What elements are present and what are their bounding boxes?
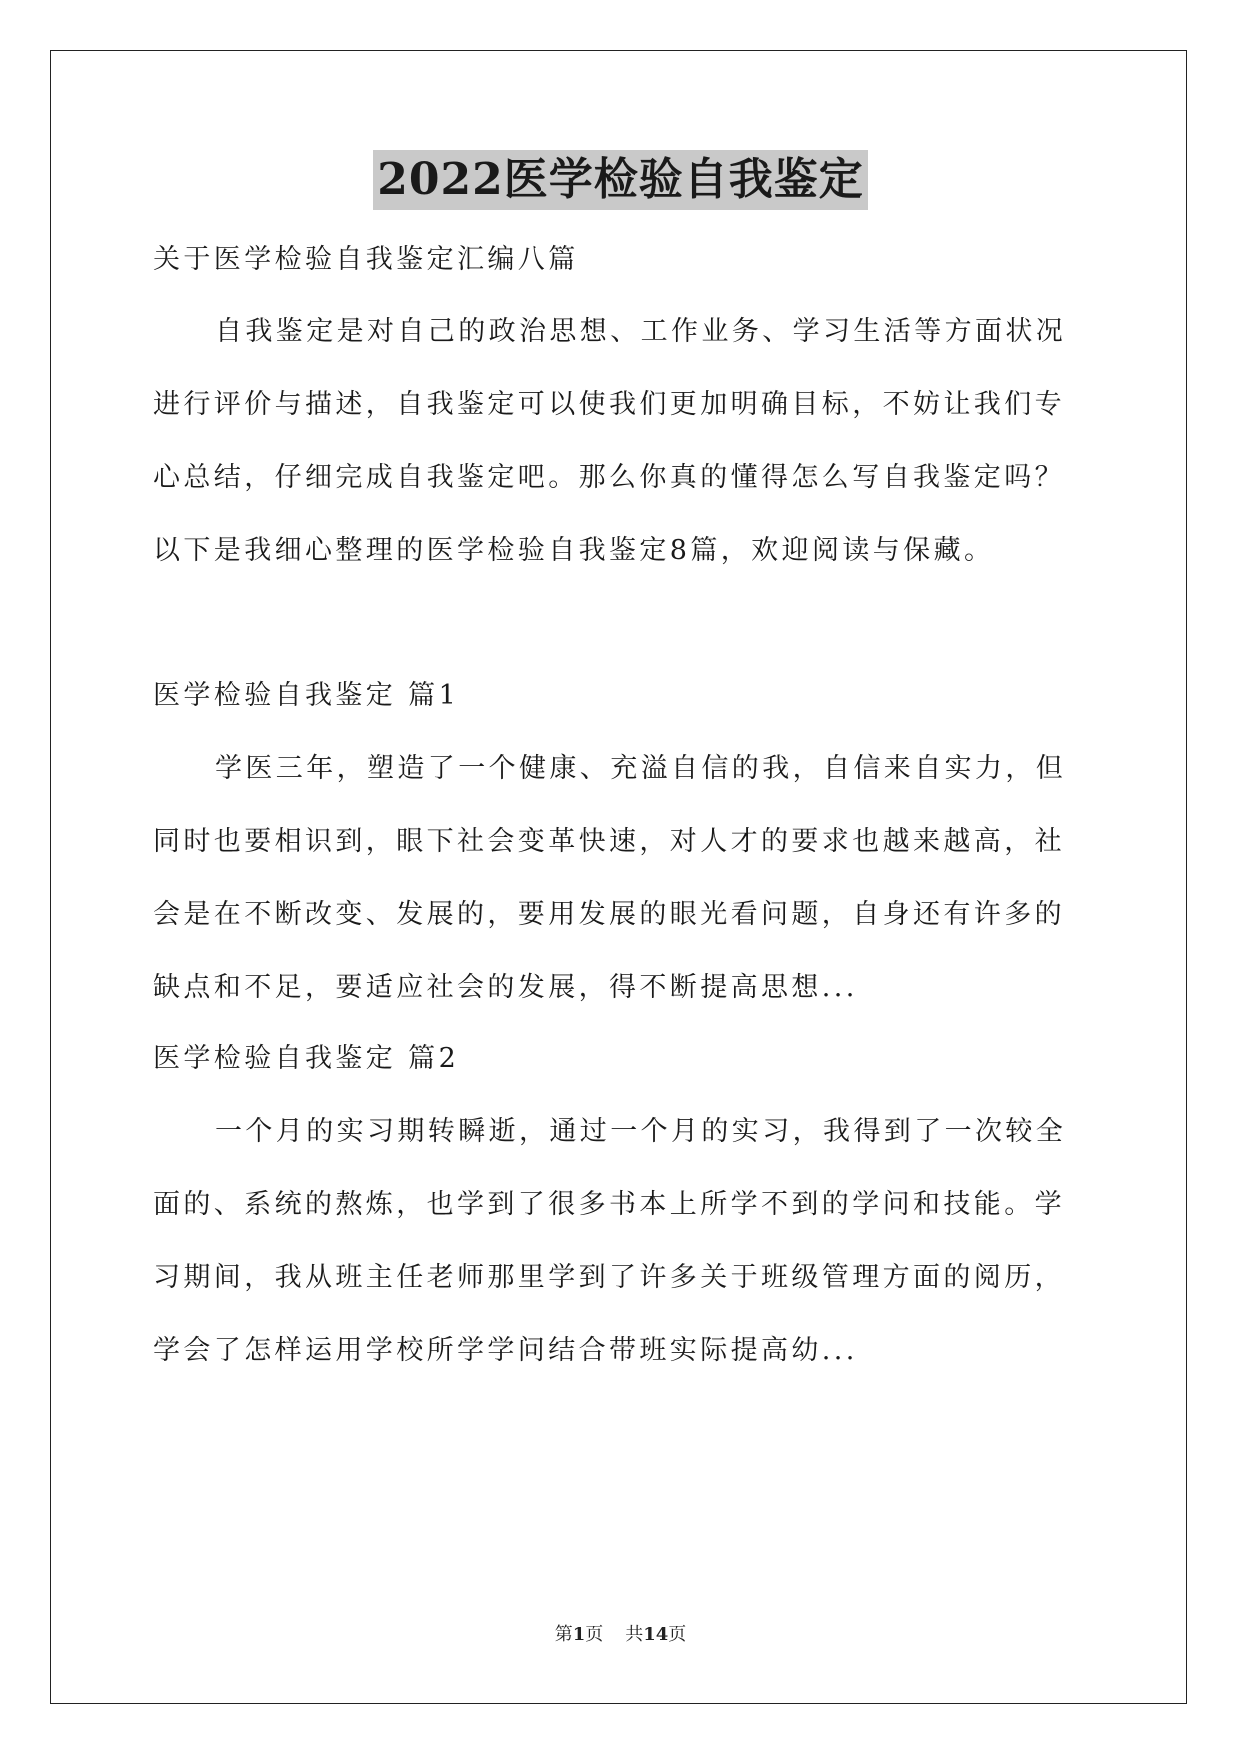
section-line: 学医三年，塑造了一个健康、充溢自信的我，自信来自实力，但 [215, 753, 1067, 784]
total-pages: 14 [643, 1624, 669, 1645]
total-suffix: 页 [668, 1624, 687, 1645]
page-footer [0, 1622, 1241, 1648]
intro-line: 以下是我细心整理的医学检验自我鉴定8篇，欢迎阅读与保藏。 [153, 535, 995, 566]
document-subtitle: 关于医学检验自我鉴定汇编八篇 [153, 244, 579, 275]
page-number: 1 [572, 1624, 586, 1645]
total-prefix: 共 [625, 1624, 644, 1645]
title-container [0, 150, 1241, 210]
page-suffix: 页 [585, 1624, 604, 1645]
section-heading: 医学检验自我鉴定 篇1 [153, 680, 460, 711]
section-line: 同时也要相识到，眼下社会变革快速，对人才的要求也越来越高，社 [153, 826, 1065, 857]
intro-line: 心总结，仔细完成自我鉴定吧。那么你真的懂得怎么写自我鉴定吗？ [153, 462, 1065, 493]
section-line: 面的、系统的熬炼，也学到了很多书本上所学不到的学问和技能。学 [153, 1189, 1065, 1220]
section-heading: 医学检验自我鉴定 篇2 [153, 1043, 460, 1074]
section-line: 会是在不断改变、发展的，要用发展的眼光看问题，自身还有许多的 [153, 899, 1065, 930]
intro-line: 自我鉴定是对自己的政治思想、工作业务、学习生活等方面状况 [215, 316, 1067, 347]
document-title: 2022医学检验自我鉴定 [373, 150, 867, 210]
intro-line: 进行评价与描述，自我鉴定可以使我们更加明确目标，不妨让我们专 [153, 389, 1065, 420]
section-line: 一个月的实习期转瞬逝，通过一个月的实习，我得到了一次较全 [215, 1116, 1067, 1147]
section-line: 缺点和不足，要适应社会的发展，得不断提高思想... [153, 972, 858, 1003]
page-border [50, 50, 1187, 1704]
section-line: 习期间，我从班主任老师那里学到了许多关于班级管理方面的阅历， [153, 1262, 1065, 1293]
page-prefix: 第 [554, 1624, 573, 1645]
section-line: 学会了怎样运用学校所学学问结合带班实际提高幼... [153, 1335, 858, 1366]
